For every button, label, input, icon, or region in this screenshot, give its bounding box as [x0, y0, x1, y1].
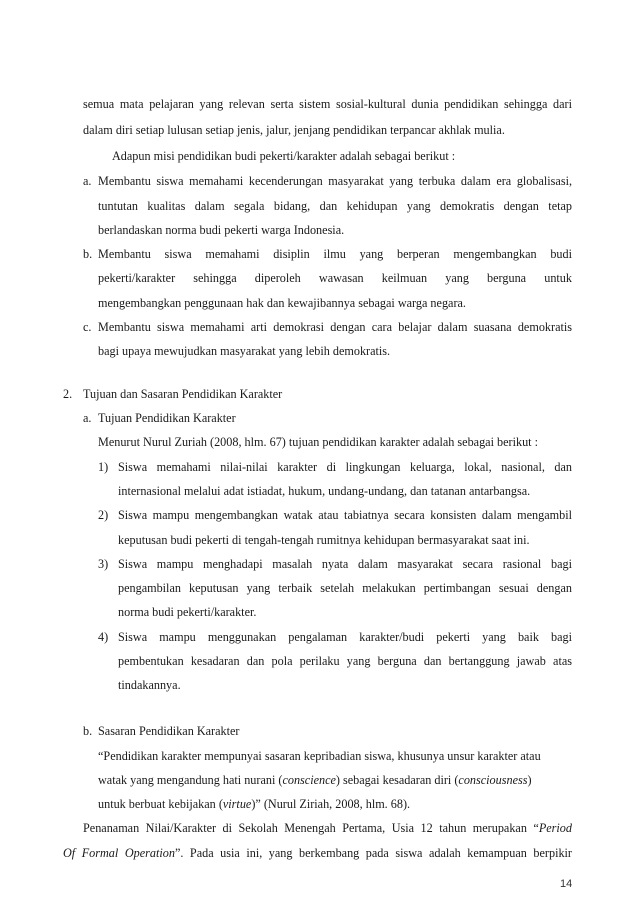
text-line: Menurut Nurul Zuriah (2008, hlm. 67) tujuan pendidikan karakter adalah sebagai berikut : — [98, 435, 538, 449]
list-item-text: pekerti/karakter sehingga diperoleh wawasan keilmuan yang berguna untuk — [98, 271, 572, 285]
text-line: dalam diri setiap lulusan setiap jenis, jalur, jenjang pendidikan terpancar akhlak mulia. — [83, 123, 505, 137]
list-label: 2) — [98, 508, 109, 522]
list-item-text: Siswa mampu mengembangkan watak atau tabiatnya secara konsisten dalam mengambil — [118, 508, 572, 522]
page-number: 14 — [560, 878, 573, 890]
subsection-label: b. — [83, 724, 93, 738]
quote-line: watak yang mengandung hati nurani (conscience) sebagai kesadaran diri (consciousness) — [98, 773, 532, 787]
list-item-text: keputusan budi pekerti di tengah-tengah rumitnya kehidupan bermasyarakat saat ini. — [118, 533, 530, 547]
list-item-text: tuntutan kualitas dalam segala bidang, dan kehidupan yang demokratis dengan tetap — [98, 199, 572, 213]
text-line: Of Formal Operation”. Pada usia ini, yang berkembang pada siswa adalah kemampuan berpikir — [63, 846, 572, 860]
list-item-text: Membantu siswa memahami arti demokrasi dengan cara belajar dalam suasana demokratis — [98, 320, 572, 334]
list-label: c. — [83, 320, 92, 334]
list-label: 4) — [98, 630, 109, 644]
list-label: 3) — [98, 557, 109, 571]
quote-line: untuk berbuat kebijakan (virtue)” (Nurul Ziriah, 2008, hlm. 68). — [98, 797, 411, 811]
subsection-heading: Sasaran Pendidikan Karakter — [98, 724, 240, 738]
list-item-text: Siswa mampu menghadapi masalah nyata dalam masyarakat secara rasional bagi — [118, 557, 572, 571]
subsection-heading: Tujuan Pendidikan Karakter — [98, 411, 236, 425]
section-number: 2. — [63, 387, 73, 401]
quote-line: “Pendidikan karakter mempunyai sasaran kepribadian siswa, khusunya unsur karakter atau — [98, 749, 541, 763]
text-line: semua mata pelajaran yang relevan serta sistem sosial-kultural dunia pendidikan sehingga dari — [83, 97, 572, 111]
subsection-label: a. — [83, 411, 92, 425]
text-line: Adapun misi pendidikan budi pekerti/karakter adalah sebagai berikut : — [112, 149, 456, 163]
list-label: 1) — [98, 460, 109, 474]
list-item-text: Membantu siswa memahami disiplin ilmu yang berperan mengembangkan budi — [98, 247, 572, 261]
list-item-text: pengambilan keputusan yang terbaik setelah melakukan pertimbangan sesuai dengan — [118, 581, 572, 595]
list-item-text: norma budi pekerti/karakter. — [118, 605, 257, 619]
list-item-text: tindakannya. — [118, 678, 181, 692]
list-item-text: pembentukan kesadaran dan pola perilaku yang berguna dan bertanggung jawab atas — [118, 654, 572, 668]
list-item-text: bagi upaya mewujudkan masyarakat yang lebih demokratis. — [98, 344, 391, 358]
list-item-text: Siswa mampu menggunakan pengalaman karakter/budi pekerti yang baik bagi — [118, 630, 572, 644]
list-item-text: berlandaskan norma budi pekerti warga Indonesia. — [98, 223, 345, 237]
section-heading: Tujuan dan Sasaran Pendidikan Karakter — [83, 387, 283, 401]
list-item-text: Membantu siswa memahami kecenderungan masyarakat yang terbuka dalam era globalisasi, — [98, 174, 572, 188]
list-item-text: internasional melalui adat istiadat, hukum, undang-undang, dan tatanan antarbangsa. — [118, 484, 531, 498]
list-item-text: mengembangkan penggunaan hak dan kewajibannya sebagai warga negara. — [98, 296, 466, 310]
list-label: a. — [83, 174, 92, 188]
list-label: b. — [83, 247, 93, 261]
text-line: Penanaman Nilai/Karakter di Sekolah Menengah Pertama, Usia 12 tahun merupakan “Period — [83, 821, 572, 835]
list-item-text: Siswa memahami nilai-nilai karakter di lingkungan keluarga, lokal, nasional, dan — [118, 460, 572, 474]
